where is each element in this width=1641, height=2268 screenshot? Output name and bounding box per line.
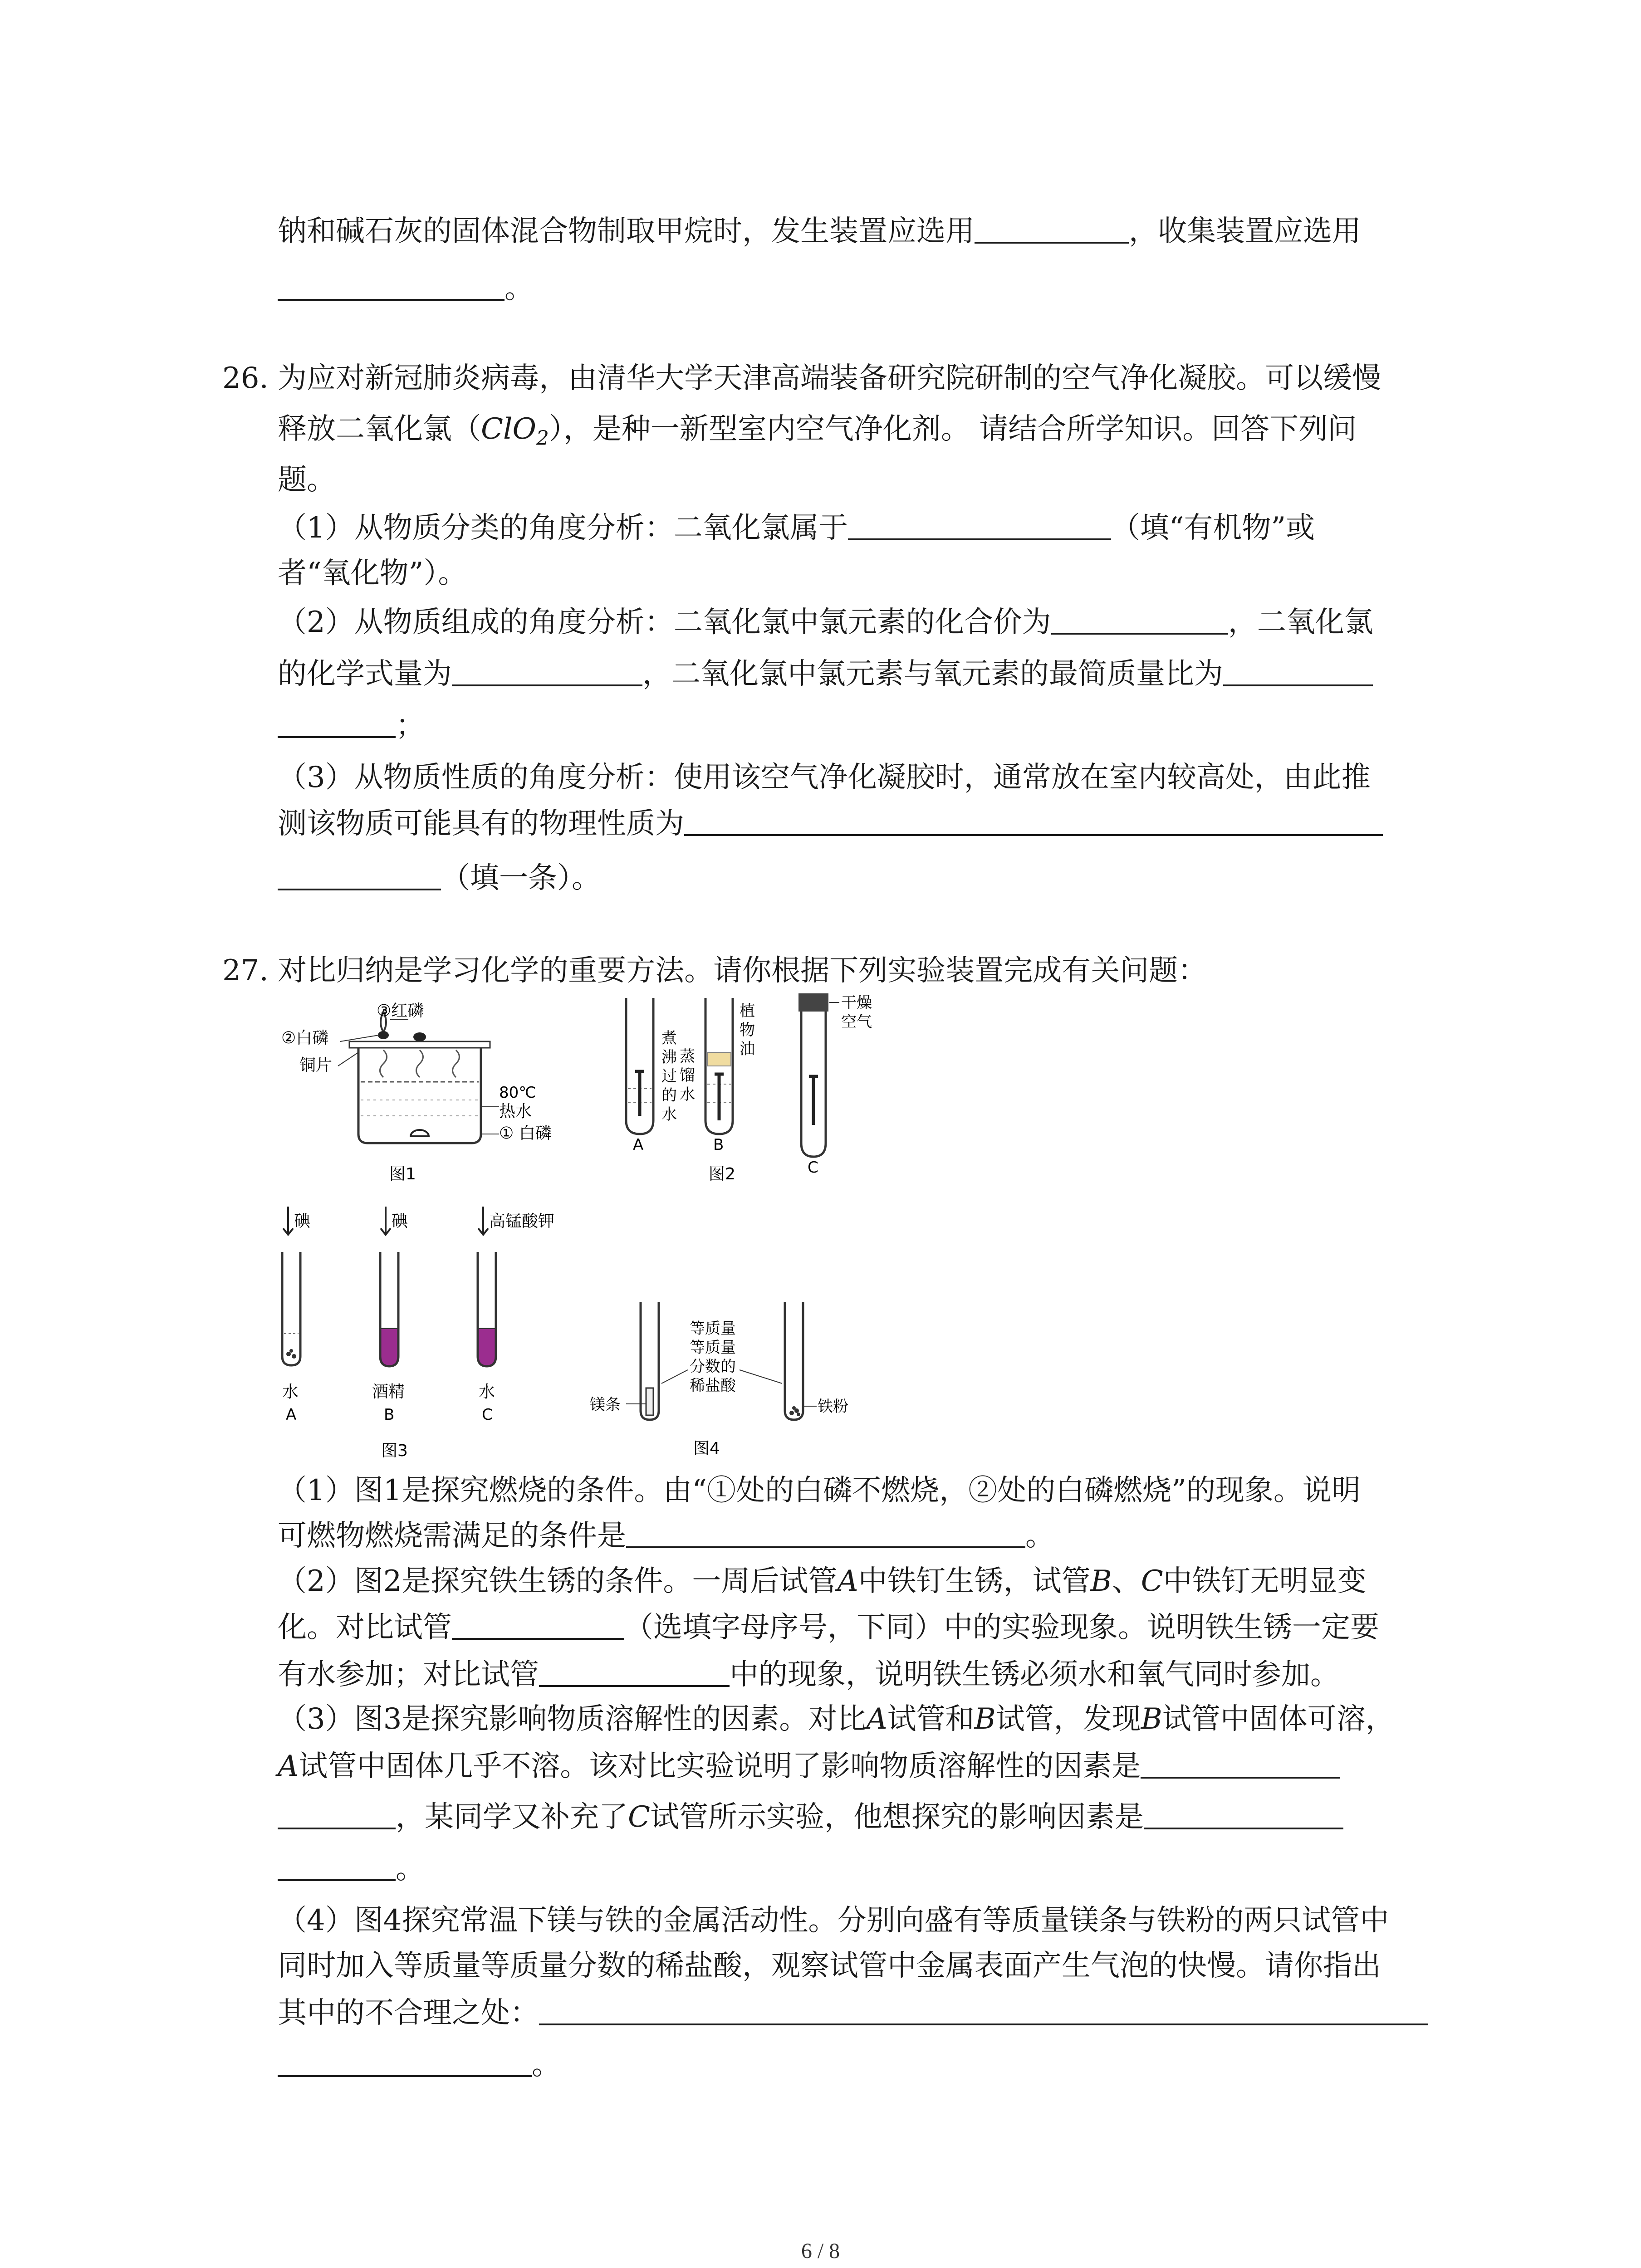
fig1-label-temp: 80℃ — [499, 1084, 536, 1102]
q26-p2-cont2: ； — [278, 704, 425, 748]
q25-text: 钠和碱石灰的固体混合物制取甲烷时，发生装置应选用 — [278, 215, 975, 248]
fig1-label-white-phosphorus-2: ②白磷 — [281, 1029, 329, 1047]
fig2-label-a: A — [633, 1136, 644, 1154]
answer-blank[interactable] — [975, 210, 1129, 244]
q26-p3-cont2: （填一条）。 — [278, 856, 601, 900]
page-number: 6 / 8 — [801, 2239, 840, 2263]
q26-p1: （1）从物质分类的角度分析：二氧化氯属于 （填“有机物”或 — [278, 506, 1315, 550]
answer-blank[interactable] — [278, 2043, 532, 2077]
fig3-label-c: C — [482, 1406, 493, 1424]
q27-p1-cont: 可燃物燃烧需满足的条件是 。 — [278, 1514, 1054, 1558]
question-number: 26. — [222, 362, 269, 395]
answer-blank[interactable] — [278, 704, 396, 738]
svg-text:过: 过 — [661, 1067, 677, 1085]
answer-blank[interactable] — [278, 1848, 396, 1881]
q27-p3-cont: A试管中固体几乎不溶。该对比实验说明了影响物质溶解性的因素是 — [278, 1745, 1340, 1788]
answer-blank[interactable] — [278, 857, 441, 890]
fig3-solvent-a: 水 — [282, 1383, 299, 1401]
q25-text: ，收集装置应选用 — [1129, 215, 1361, 248]
fig1-label-water: 热水 — [499, 1102, 532, 1121]
q25-line1 — [278, 210, 1361, 253]
answer-blank[interactable] — [848, 507, 1111, 540]
q26-line2: 释放二氧化氯（ClO$_2$），是种一新型室内空气净化剂。 请结合所学知识。回答下列问 — [278, 412, 1357, 450]
q26-p2-cont: 的化学式量为 ，二氧化氯中氯元素与氧元素的最简质量比为 — [278, 652, 1373, 696]
q27-p2-cont: 化。对比试管 （选填字母序号，下同）中的实验现象。说明铁生锈一定要 — [278, 1606, 1379, 1649]
fig3-solute-b: 碘 — [392, 1212, 408, 1231]
q27-p3-cont3: 。 — [278, 1847, 425, 1891]
figure-3-solubility — [272, 1207, 590, 1470]
fig1-label-copper: 铜片 — [299, 1056, 333, 1075]
question-number: 27. — [222, 954, 269, 987]
chemical-formula: ClO — [481, 412, 536, 446]
fig2-text-b-water — [680, 1047, 695, 1104]
svg-text:干燥: 干燥 — [841, 994, 872, 1012]
figure-4-metal-activity — [585, 1297, 848, 1470]
fig4-label-iron: 铁粉 — [818, 1398, 848, 1416]
svg-text:等质量: 等质量 — [690, 1339, 736, 1357]
figure-1-combustion — [281, 998, 572, 1188]
q27-p4-cont: 同时加入等质量等质量分数的稀盐酸，观察试管中金属表面产生气泡的快慢。请你指出 — [278, 1949, 1381, 1983]
q26-p3-cont: 测该物质可能具有的物理性质为 — [278, 802, 1383, 846]
fig3-solute-c: 高锰酸钾 — [489, 1212, 555, 1231]
answer-blank[interactable] — [452, 653, 642, 686]
fig4-label-magnesium: 镁条 — [590, 1396, 621, 1414]
fig1-label-red-phosphorus: ③红磷 — [377, 1002, 424, 1020]
fig3-solvent-b: 酒精 — [372, 1383, 405, 1401]
q27-p4-cont3: 。 — [278, 2043, 561, 2087]
q26-line1: 26. 为应对新冠肺炎病毒，由清华大学天津高端装备研究院研制的空气净化凝胶。可以缓慢 — [222, 357, 1381, 400]
svg-text:空气: 空气 — [841, 1013, 872, 1031]
q27-p1: （1）图1是探究燃烧的条件。由“①处的白磷不燃烧，②处的白磷燃烧”的现象。说明 — [278, 1474, 1361, 1507]
answer-blank[interactable] — [684, 802, 1383, 836]
answer-blank[interactable] — [1141, 1745, 1340, 1779]
svg-text:沸: 沸 — [661, 1048, 677, 1066]
q26-p1-cont: 者“氧化物”）。 — [278, 557, 467, 590]
fig3-caption: 图3 — [381, 1442, 408, 1460]
fig2-text-b-oil — [740, 1002, 755, 1058]
svg-text:水: 水 — [680, 1085, 695, 1104]
q26-line3: 题。 — [278, 463, 336, 497]
q27-line1: 27. 对比归纳是学习化学的重要方法。请你根据下列实验装置完成有关问题： — [222, 949, 1207, 992]
fig2-text-c — [841, 994, 872, 1031]
svg-text:的: 的 — [661, 1086, 677, 1105]
fig4-caption: 图4 — [693, 1439, 720, 1458]
svg-text:油: 油 — [740, 1040, 755, 1058]
answer-blank[interactable] — [1144, 1796, 1343, 1829]
q27-p3-cont2: ，某同学又补充了C试管所示实验，他想探究的影响因素是 — [278, 1795, 1343, 1839]
fig2-caption: 图2 — [709, 1165, 735, 1183]
answer-blank[interactable] — [1223, 653, 1373, 686]
q27-p4: （4）图4探究常温下镁与铁的金属活动性。分别向盛有等质量镁条与铁粉的两只试管中 — [278, 1904, 1389, 1937]
fig2-text-a — [661, 1029, 677, 1124]
svg-text:水: 水 — [661, 1105, 677, 1124]
fig3-solute-a: 碘 — [294, 1212, 311, 1231]
answer-blank[interactable] — [278, 267, 505, 301]
answer-blank[interactable] — [278, 1796, 396, 1829]
answer-blank[interactable] — [539, 1992, 1428, 2025]
answer-blank[interactable] — [1051, 601, 1228, 635]
q27-p3: （3）图3是探究影响物质溶解性的因素。对比A试管和B试管，发现B试管中固体可溶， — [278, 1702, 1395, 1736]
q26-p3: （3）从物质性质的角度分析：使用该空气净化凝胶时，通常放在室内较高处，由此推 — [278, 761, 1371, 794]
svg-text:物: 物 — [740, 1021, 755, 1039]
fig2-label-c: C — [808, 1158, 818, 1177]
fig1-label-white-phosphorus-1: ① 白磷 — [499, 1124, 552, 1143]
svg-text:煮: 煮 — [661, 1029, 677, 1047]
fig4-center-label — [690, 1320, 736, 1395]
svg-text:馏: 馏 — [680, 1066, 695, 1085]
figure-2-rusting — [608, 993, 889, 1193]
q25-line2: 。 — [278, 267, 534, 310]
answer-blank[interactable] — [539, 1653, 730, 1687]
q27-p4-cont2: 其中的不合理之处： — [278, 1991, 1428, 2035]
answer-blank[interactable] — [626, 1515, 1025, 1548]
answer-blank[interactable] — [452, 1606, 624, 1640]
q26-p2: （2）从物质组成的角度分析：二氧化氯中氯元素的化合价为 ，二氧化氯 — [278, 601, 1373, 644]
fig3-label-b: B — [384, 1406, 395, 1424]
fig1-caption: 图1 — [389, 1165, 416, 1183]
svg-text:稀盐酸: 稀盐酸 — [690, 1377, 736, 1395]
svg-text:植: 植 — [740, 1002, 755, 1020]
fig2-label-b: B — [713, 1136, 724, 1154]
svg-text:分数的: 分数的 — [690, 1358, 736, 1376]
fig3-label-a: A — [286, 1406, 297, 1424]
svg-text:等质量: 等质量 — [690, 1320, 736, 1338]
svg-text:蒸: 蒸 — [680, 1047, 695, 1066]
q27-p2-cont2: 有水参加；对比试管 中的现象，说明铁生锈必须水和氧气同时参加。 — [278, 1653, 1339, 1696]
q27-p2: （2）图2是探究铁生锈的条件。一周后试管A中铁钉生锈，试管B、C中铁钉无明显变 — [278, 1564, 1367, 1598]
fig3-solvent-c: 水 — [479, 1383, 495, 1401]
